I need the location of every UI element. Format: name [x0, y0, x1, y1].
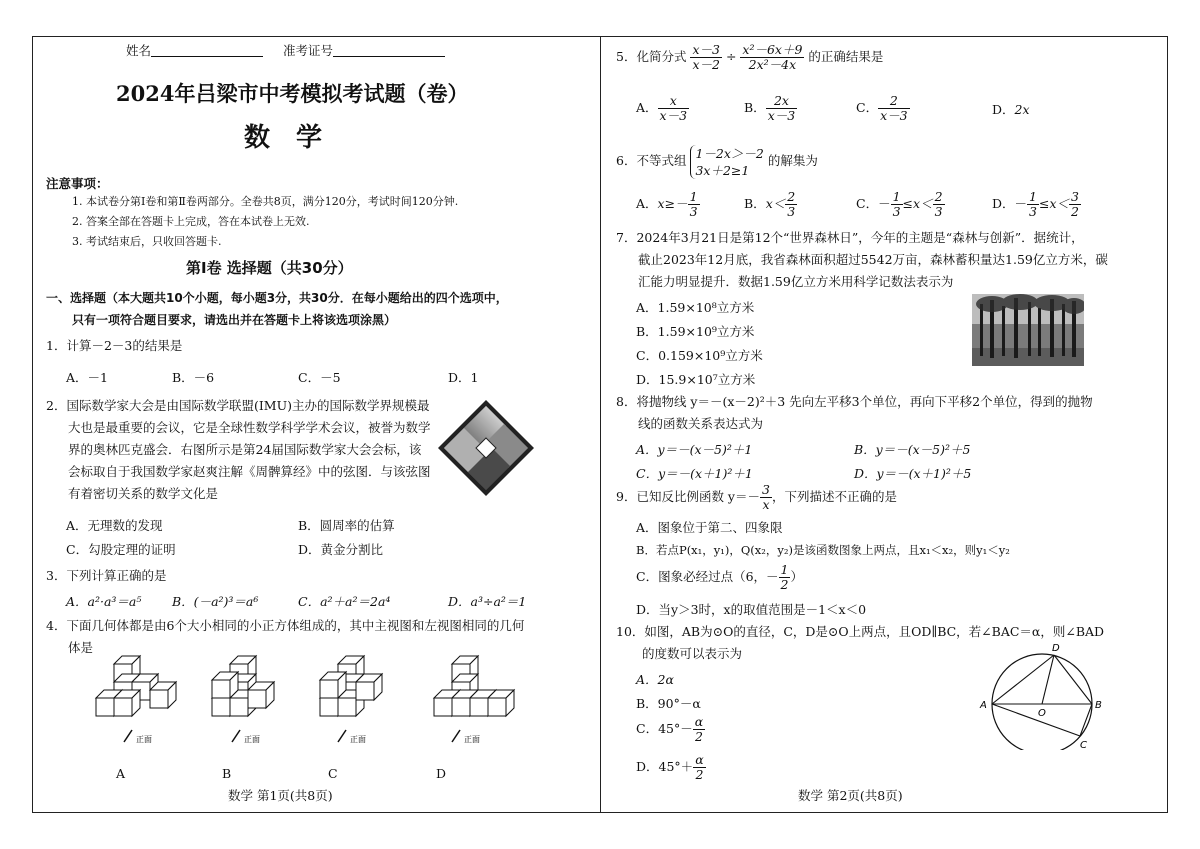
- q6-b-pre: x＜: [765, 196, 786, 211]
- q8-option-b[interactable]: B．y＝－(x－5)²＋5: [854, 442, 971, 457]
- q5-a-den: x－3: [659, 108, 688, 123]
- q7-option-a[interactable]: A．1.59×10⁸立方米: [636, 300, 755, 315]
- q9-num: 3: [762, 482, 770, 497]
- q2-option-d[interactable]: D．黄金分割比: [298, 542, 384, 557]
- q10-d-pre: D．45°＋: [636, 759, 694, 774]
- q6-inequality-1: 1－2x＞－2: [695, 145, 764, 161]
- q2-line-1: 2．国际数学家大会是由国际数学联盟(IMU)主办的国际数学界规模最: [46, 398, 430, 413]
- q9-c-num: 1: [780, 562, 789, 577]
- note-2: 2. 答案全部在答题卡上完成，答在本试卷上无效.: [72, 215, 310, 228]
- q10-c-pre: C．45°－: [636, 721, 693, 736]
- part-heading-line-1: 一、选择题（本大题共10个小题，每小题3分，共30分．在每小题给出的四个选项中，: [46, 291, 508, 305]
- q4-figure-a[interactable]: [96, 656, 176, 716]
- q9-c-post: ）: [790, 569, 803, 584]
- q6-c-label: C．: [856, 196, 879, 211]
- notes-heading: 注意事项：: [46, 176, 109, 191]
- q2-option-c[interactable]: C．勾股定理的证明: [66, 542, 176, 557]
- q6-a-den: 3: [689, 204, 698, 219]
- q6-d-den-2: 2: [1071, 204, 1079, 219]
- q9-option-c[interactable]: [636, 562, 803, 592]
- q5-f1-den: x－2: [692, 57, 720, 72]
- q4-figure-c[interactable]: [320, 656, 382, 716]
- q5-f2-den: 2x²－4x: [748, 57, 797, 72]
- q5-suffix: 的正确结果是: [808, 49, 884, 64]
- q10-c-den: 2: [694, 729, 703, 744]
- q4-figure-d[interactable]: [434, 656, 514, 716]
- q3-option-b[interactable]: B．(－a²)³＝a⁶: [172, 594, 259, 609]
- q10-d-den: 2: [695, 767, 704, 782]
- q10-circle-diagram: [972, 640, 1112, 750]
- q2-line-2: 大也是最重要的会议，它是全球性数学科学学术会议，被誉为数学: [68, 420, 431, 435]
- q10-option-a[interactable]: A．2α: [636, 672, 674, 687]
- q8-option-a[interactable]: A．y＝－(x－5)²＋1: [636, 442, 753, 457]
- q10-option-c[interactable]: [636, 714, 705, 744]
- q9-den: x: [762, 497, 770, 512]
- q4-label-c[interactable]: C: [328, 766, 338, 781]
- q6-a-pre: x≥－: [657, 196, 688, 211]
- q6-option-a[interactable]: [636, 190, 700, 219]
- exam-page-2: [602, 36, 1168, 813]
- q9-suffix: ，下列描述不正确的是: [771, 489, 897, 504]
- page-2-footer: 数学 第2页(共8页): [798, 788, 903, 803]
- q8-line-2: 线的函数关系表达式为: [638, 416, 764, 431]
- q6-inequality-2: 3x＋2≥1: [695, 162, 750, 178]
- q10-d-num: α: [695, 752, 704, 767]
- q6-c-pre: －: [878, 196, 891, 211]
- q4-label-b[interactable]: B: [222, 766, 232, 781]
- q5-c-fraction: [878, 94, 910, 123]
- q6-inequality-system: [690, 145, 763, 179]
- q7-line-2: 截止2023年12月底，我省森林面积超过5542万亩，森林蓄积量达1.59亿立方米，碳: [638, 252, 1108, 267]
- q6-c-fraction-2: [933, 190, 945, 219]
- q8-option-d[interactable]: D．y＝－(x＋1)²＋5: [854, 466, 972, 481]
- q4-front-arrow-d: [452, 730, 460, 742]
- q5-c-label: C．: [856, 100, 879, 115]
- subject-title: 数学: [244, 123, 349, 153]
- q5-prefix: 5．化简分式: [616, 49, 687, 64]
- q4-front-label-a: 正面: [136, 735, 152, 744]
- q6-d-mid: ≤x＜: [1039, 196, 1070, 211]
- q3-option-a[interactable]: A．a²·a³＝a⁵: [66, 594, 142, 609]
- q10-line-1: 10．如图，AB为⊙O的直径，C，D是⊙O上两点，且OD∥BC，若∠BAC＝α，则∠BAD: [616, 624, 1105, 639]
- q3-option-d[interactable]: D．a³÷a²＝1: [448, 594, 527, 609]
- q5-option-c[interactable]: [856, 94, 910, 123]
- q2-line-4: 会标取自于我国数学家赵爽注解《周髀算经》中的弦图．与该弦图: [68, 464, 431, 479]
- q4-front-arrow-a: [124, 730, 132, 742]
- q9-fraction: [760, 483, 772, 512]
- q3-stem: 3．下列计算正确的是: [46, 568, 167, 583]
- q10-c-fraction: [693, 715, 705, 744]
- q3-option-c[interactable]: C．a²＋a²＝2a⁴: [298, 594, 391, 609]
- q6-b-den: 3: [787, 204, 796, 219]
- q6-d-den-1: 3: [1029, 204, 1037, 219]
- q2-option-a[interactable]: A．无理数的发现: [66, 518, 163, 533]
- q5-b-label: B．: [744, 100, 766, 115]
- q5-b-fraction: [766, 94, 798, 123]
- q6-b-num: 2: [787, 189, 796, 204]
- q4-cube-figures: [92, 642, 562, 758]
- segment-od: [1042, 655, 1054, 704]
- q6-c-den-1: 3: [892, 204, 901, 219]
- q6-b-fraction: [785, 190, 797, 219]
- q5-f1-num: x－3: [692, 42, 720, 57]
- q5-a-num: x: [658, 94, 690, 109]
- q10-d-fraction: [693, 753, 705, 782]
- point-label-d: D: [1052, 643, 1060, 654]
- q6-prefix: 6．不等式组: [616, 153, 687, 168]
- exam-page-1: [32, 36, 600, 813]
- q5-option-a[interactable]: [636, 94, 689, 123]
- exam-id-label: 准考证号: [283, 43, 334, 58]
- q6-suffix: 的解集为: [767, 153, 818, 168]
- section-title: 第Ⅰ卷 选择题（共30分）: [186, 259, 353, 277]
- q7-line-3: 汇能力明显提升．数据1.59亿立方米用科学记数法表示为: [638, 274, 954, 289]
- q6-c-den-2: 3: [934, 204, 943, 219]
- q6-d-label: D．: [992, 196, 1015, 211]
- q6-option-b[interactable]: [744, 190, 797, 219]
- q10-option-b[interactable]: B．90°－α: [636, 696, 701, 711]
- q9-c-fraction: [779, 563, 791, 592]
- exam-title: 2024年吕梁市中考模拟考试题（卷）: [116, 81, 469, 106]
- q5-divide-sign: ÷: [725, 49, 737, 64]
- q6-c-num-1: 1: [892, 189, 901, 204]
- q6-d-fraction-1: [1027, 190, 1039, 219]
- q10-c-num: α: [694, 714, 704, 729]
- point-label-o: O: [1038, 708, 1046, 719]
- q4-label-a[interactable]: A: [116, 766, 126, 781]
- q9-option-b[interactable]: B．若点P(x₁，y₁)，Q(x₂，y₂)是该函数图象上两点，且x₁＜x₂，则y₁＜y₂: [636, 543, 1010, 557]
- q6-option-d[interactable]: [992, 190, 1081, 219]
- q5-option-b[interactable]: [744, 94, 797, 123]
- q4-front-label-c: 正面: [350, 735, 366, 744]
- q4-line-1: 4．下面几何体都是由6个大小相同的小正方体组成的，其中主视图和左视图相同的几何: [46, 618, 525, 633]
- q6-d-num-2: 3: [1071, 189, 1079, 204]
- q2-option-b[interactable]: B．圆周率的估算: [298, 518, 395, 533]
- note-1: 1. 本试卷分第Ⅰ卷和第Ⅱ卷两部分。全卷共8页，满分120分，考试时间120分钟.: [72, 195, 459, 208]
- point-label-c: C: [1080, 740, 1087, 750]
- q1-option-a[interactable]: A．－1: [66, 370, 108, 385]
- forest-photo: [972, 294, 1084, 366]
- q8-option-c[interactable]: C．y＝－(x＋1)²＋1: [636, 466, 753, 481]
- chord-db: [1054, 655, 1092, 704]
- q6-a-label: A．: [636, 196, 658, 211]
- q9-option-a[interactable]: A．图象位于第二、四象限: [636, 520, 783, 535]
- icm-logo-string-figure: [436, 398, 536, 498]
- q4-front-label-b: 正面: [244, 735, 260, 744]
- q1-option-c[interactable]: C．－5: [298, 370, 341, 385]
- note-3: 3. 考试结束后，只收回答题卡.: [72, 235, 222, 248]
- q4-figure-b[interactable]: [212, 656, 274, 716]
- q6-d-num-1: 1: [1029, 189, 1037, 204]
- q5-b-den: x－3: [767, 108, 796, 123]
- q6-b-label: B．: [744, 196, 766, 211]
- chord-bc: [1080, 704, 1092, 736]
- q4-label-d[interactable]: D: [436, 766, 447, 781]
- chord-ad: [992, 655, 1054, 704]
- q9-option-d[interactable]: D．当y＞3时，x的取值范围是－1＜x＜0: [636, 602, 867, 617]
- q2-line-5: 有着密切关系的数学文化是: [68, 486, 219, 501]
- q5-d-value: 2x: [1014, 102, 1030, 117]
- page-1-footer: 数学 第1页(共8页): [228, 788, 333, 803]
- exam-id-field: [333, 44, 445, 57]
- chord-ac: [992, 704, 1080, 736]
- q10-line-2: 的度数可以表示为: [642, 646, 743, 661]
- q8-line-1: 8．将抛物线 y＝－(x－2)²＋3 先向左平移3个单位，再向下平移2个单位，得到的抛物: [616, 394, 1093, 409]
- part-heading-line-2: 只有一项符合题目要求，请选出并在答题卡上将该选项涂黑）: [72, 313, 397, 327]
- q5-c-num: 2: [878, 94, 910, 109]
- q7-option-c[interactable]: C．0.159×10⁹立方米: [636, 348, 763, 363]
- q9-prefix: 9．已知反比例函数 y＝－: [616, 489, 760, 504]
- name-label: 姓名: [126, 43, 152, 58]
- q6-c-num-2: 2: [934, 189, 943, 204]
- q5-fraction-2: [740, 43, 804, 72]
- q6-c-fraction-1: [891, 190, 903, 219]
- candidate-info-line: [126, 43, 461, 59]
- q6-option-c[interactable]: [856, 190, 945, 219]
- q6-c-mid: ≤x＜: [902, 196, 933, 211]
- q4-front-label-d: 正面: [464, 735, 480, 744]
- q1-stem: 1．计算－2－3的结果是: [46, 338, 183, 353]
- q9-c-pre: C．图象必经过点（6，－: [636, 569, 779, 584]
- point-label-a: A: [980, 700, 987, 711]
- q6-d-pre: －: [1014, 196, 1028, 211]
- q7-option-b[interactable]: B．1.59×10⁹立方米: [636, 324, 755, 339]
- q9-stem: [616, 482, 897, 512]
- q5-fraction-1: [690, 43, 722, 72]
- q5-a-label: A．: [636, 100, 658, 115]
- q5-c-den: x－3: [880, 108, 908, 123]
- q7-line-1: 7．2024年3月21日是第12个“世界森林日”，今年的主题是“森林与创新”．据统计，: [616, 230, 1084, 245]
- q6-a-num: 1: [689, 189, 698, 204]
- q9-c-den: 2: [780, 577, 789, 592]
- q1-option-b[interactable]: B．－6: [172, 370, 215, 385]
- q5-a-fraction: [658, 94, 690, 123]
- q6-a-fraction: [688, 190, 700, 219]
- q10-option-d[interactable]: [636, 752, 706, 782]
- point-label-b: B: [1095, 700, 1102, 711]
- q5-option-d[interactable]: [992, 100, 1030, 118]
- q5-stem: [616, 42, 883, 72]
- q6-stem: [616, 142, 818, 180]
- q6-d-fraction-2: [1069, 190, 1081, 219]
- q4-front-arrow-c: [338, 730, 346, 742]
- q4-front-arrow-b: [232, 730, 240, 742]
- q5-f2-num: x²－6x＋9: [742, 42, 803, 57]
- page-divider: [600, 36, 601, 813]
- q2-line-3: 界的奥林匹克盛会．右图所示是第24届国际数学家大会会标，该: [68, 442, 422, 457]
- q5-d-label: D．: [992, 102, 1015, 117]
- q4-line-2: 体是: [68, 640, 94, 655]
- q7-option-d[interactable]: D．15.9×10⁷立方米: [636, 372, 756, 387]
- q1-option-d[interactable]: D．1: [448, 370, 479, 385]
- q5-b-num: 2x: [766, 94, 798, 109]
- name-field: [151, 44, 263, 57]
